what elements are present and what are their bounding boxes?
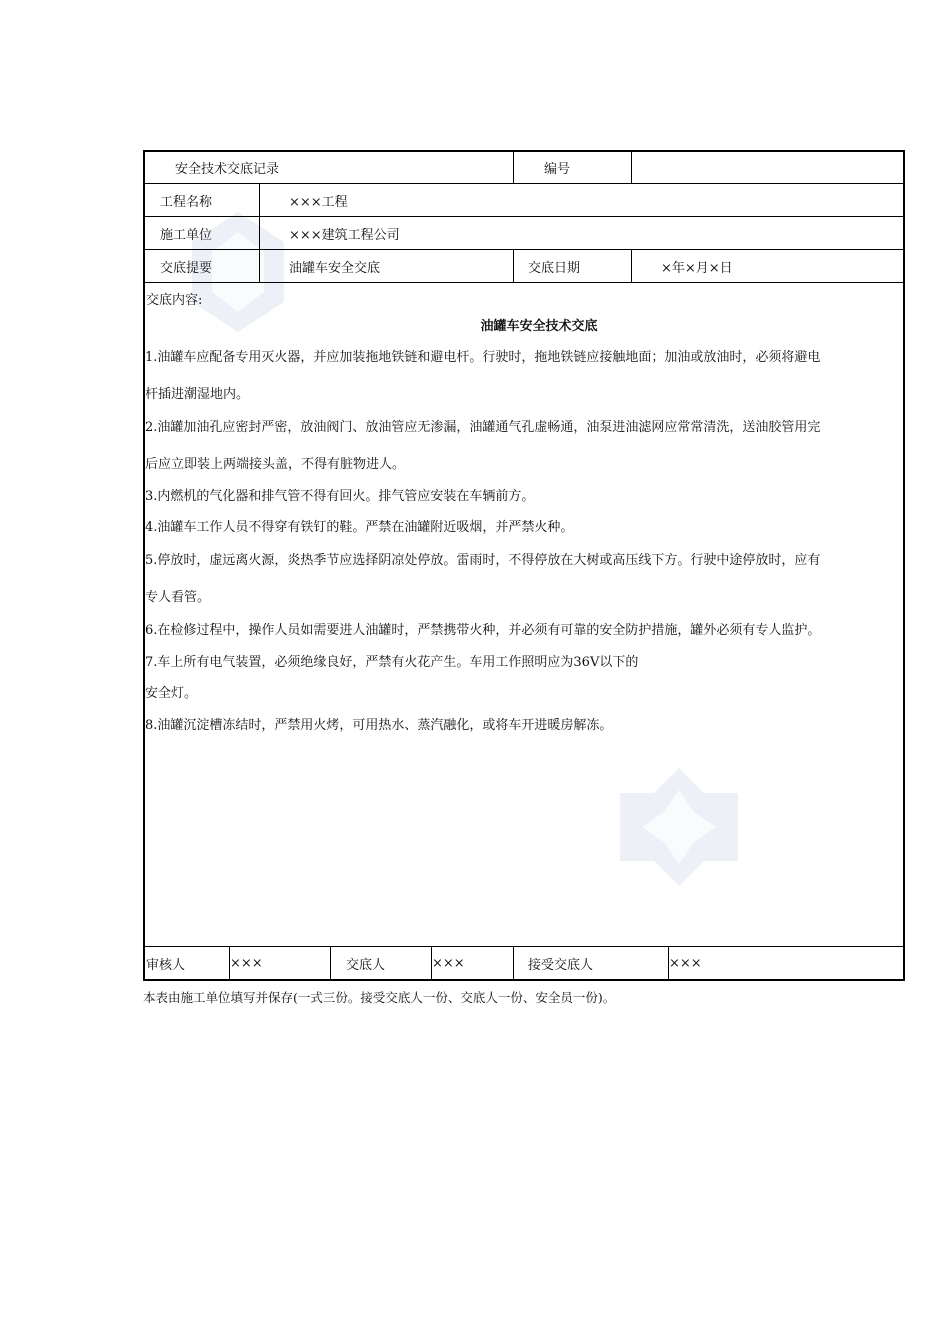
unit-label-cell [145,217,259,249]
summary-label: 交底提要 [160,260,213,276]
content-line: 1.油罐车应配备专用灭火器，并应加装拖地铁链和避电杆。行驶时，拖地铁链应接触地面；加油或放油时，必须将避电 [145,350,821,365]
number-label: 编号 [544,162,571,177]
unit-value-cell[interactable] [259,217,903,249]
receiver-label-cell [513,947,668,979]
footnote: 本表由施工单位填写并保存(一式三份。接受交底人一份、交底人一份、安全员一份)。 [143,990,616,1005]
record-title: 安全技术交底记录 [175,162,280,177]
summary-value: 油罐车安全交底 [289,260,381,276]
project-row [145,184,903,217]
project-value: ×××工程 [289,194,348,210]
reviewer-label-cell [145,947,229,979]
number-label-cell [513,152,631,183]
discloser-value: ××× [432,955,465,971]
discloser-label: 交底人 [346,957,386,973]
date-value: ×年×月×日 [661,260,733,276]
record-title-cell [145,152,513,183]
unit-row [145,217,903,250]
content-line: 5.停放时，虚远离火源，炎热季节应选择阴凉处停放。雷雨时，不得停放在大树或高压线下方。行驶中途停放时，应有 [145,553,821,568]
content-line: 3.内燃机的气化器和排气管不得有回火。排气管应安装在车辆前方。 [145,489,535,504]
content-line: 4.油罐车工作人员不得穿有铁钉的鞋。严禁在油罐附近吸烟，并严禁火种。 [145,520,574,535]
signature-row [145,947,903,979]
content-line: 安全灯。 [145,686,198,701]
content-line: 后应立即装上两端接头盖，不得有脏物进人。 [145,457,406,472]
content-label: 交底内容: [146,293,203,308]
project-value-cell[interactable] [259,184,903,216]
content-title: 油罐车安全技术交底 [480,319,598,334]
summary-label-cell [145,250,259,282]
summary-value-cell[interactable] [259,250,513,282]
date-value-cell[interactable] [631,250,903,282]
discloser-label-cell [330,947,431,979]
content-line: 6.在检修过程中，操作人员如需要进人油罐时，严禁携带火种，并必须有可靠的安全防护措施，罐外必须有专人监护。 [145,623,821,638]
reviewer-label: 审核人 [146,957,186,973]
unit-label: 施工单位 [160,227,213,243]
content-line: 8.油罐沉淀槽冻结时，严禁用火烤，可用热水、蒸汽融化，或将车开进暖房解冻。 [145,718,613,733]
unit-value: ×××建筑工程公司 [289,227,400,243]
briefing-content [145,283,903,947]
discloser-value-cell[interactable] [431,947,513,979]
number-value-cell[interactable] [631,152,903,183]
project-label: 工程名称 [160,194,213,210]
content-line: 杆插进潮湿地内。 [145,387,250,402]
receiver-value-cell[interactable] [668,947,903,979]
safety-briefing-table [143,150,905,981]
content-line: 7.车上所有电气装置，必须绝缘良好，严禁有火花产生。车用工作照明应为36V以下的 [145,655,639,670]
reviewer-value: ××× [230,955,263,971]
summary-row [145,250,903,283]
receiver-label: 接受交底人 [528,957,594,973]
reviewer-value-cell[interactable] [229,947,330,979]
date-label: 交底日期 [528,260,581,276]
content-line: 2.油罐加油孔应密封严密，放油阀门、放油管应无渗漏，油罐通气孔虚畅通，油泵进油滤网应常常清洗，送油胶管用完 [145,420,821,435]
header-row [145,152,903,184]
content-line: 专人看管。 [145,590,211,605]
receiver-value: ××× [669,955,702,971]
project-label-cell [145,184,259,216]
date-label-cell [513,250,631,282]
